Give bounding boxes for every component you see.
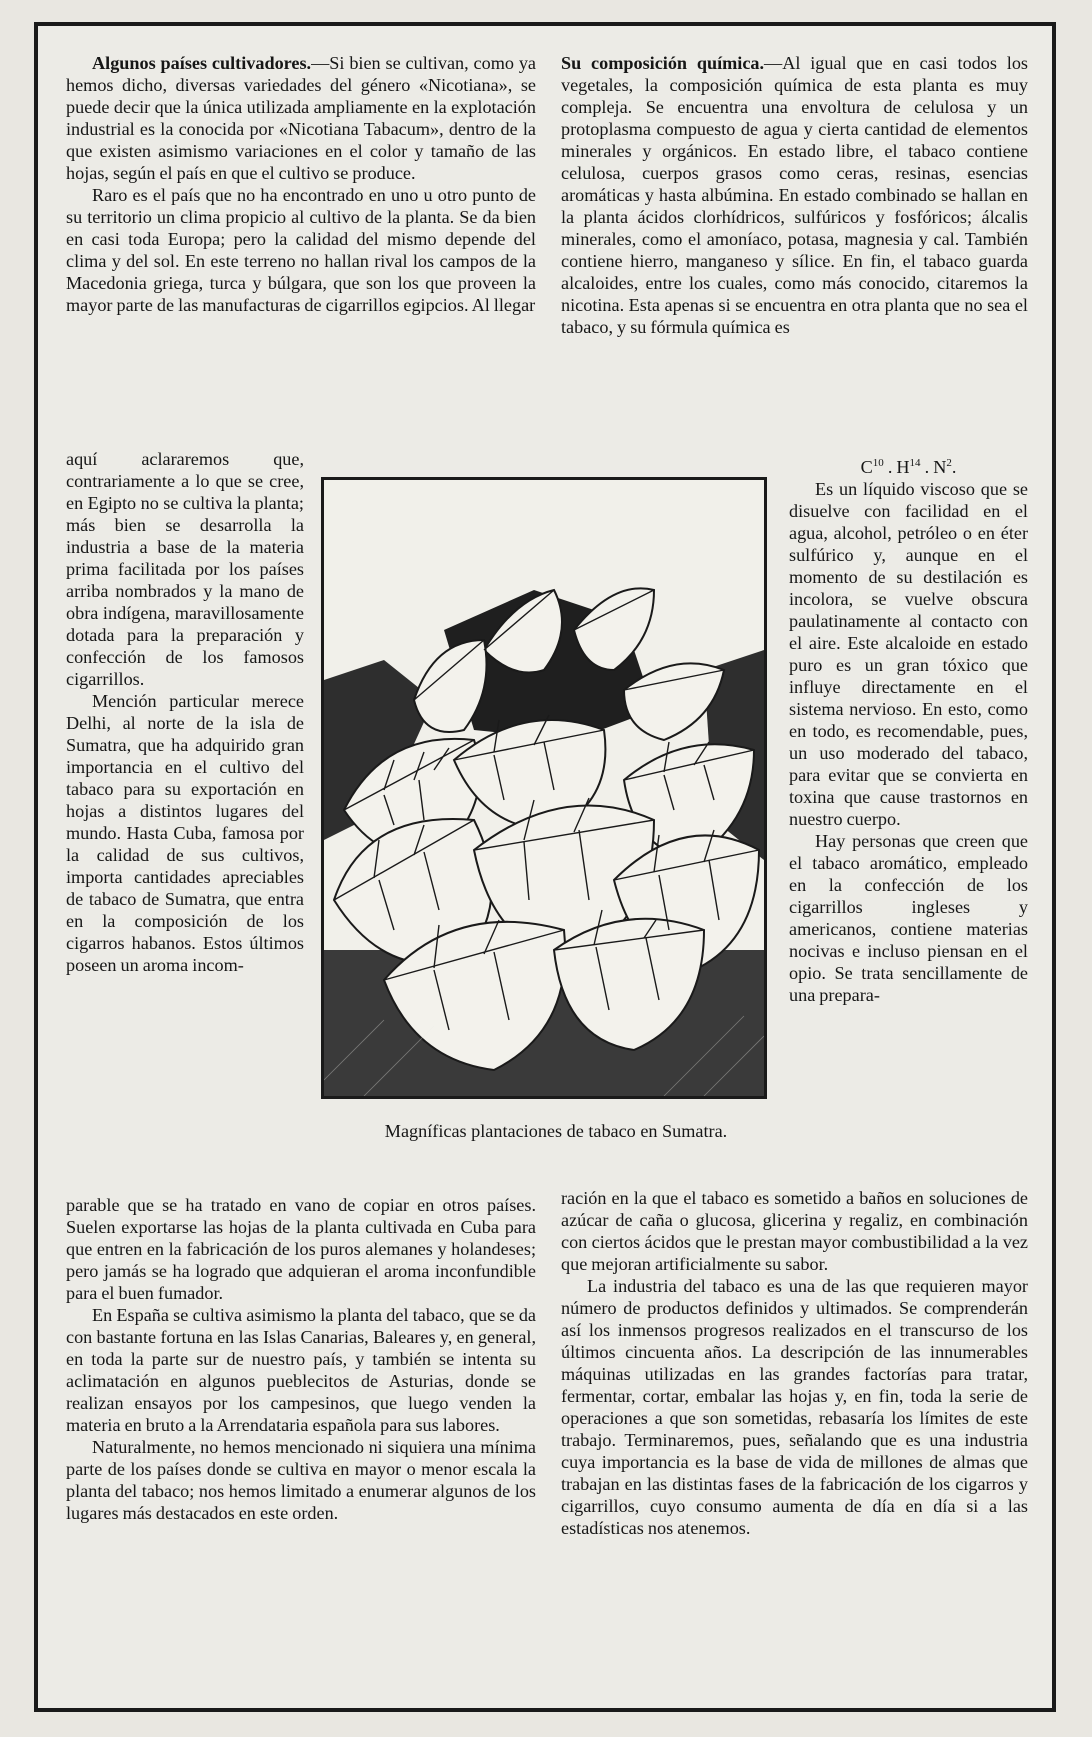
left-paragraph-5: Naturalmente, no hemos mencionado ni siquiera una mínima parte de los países donde se cultiva en mayor o menor escala la planta del tabaco; nos hemos limitado a enumerar algunos de los lugares más destacados en este orden.	[66, 1437, 536, 1523]
right-column-top	[561, 52, 1028, 338]
tobacco-plant-illustration	[321, 477, 767, 1099]
right-paragraph-2: Es un líquido viscoso que se disuelve con facilidad en el agua, alcohol, petróleo o en éter sulfúrico y, aunque en el momento de su destilación es incolora, se vuelve obscura paulatinamente al contacto con el aire. Este alcaloide en estado puro es un gran tóxico que influye directamente en el sistema nervioso. En esto, como en todo, es recomendable, pues, un uso moderado del tabaco, para evitar que se convierta en toxina que cause trastornos en nuestro cuerpo.	[789, 479, 1028, 829]
left-heading: Algunos países cultivadores.	[92, 53, 312, 73]
left-paragraph-2: Raro es el país que no ha encontrado en uno u otro punto de su territorio un clima propicio al cultivo de la planta. Se da bien en casi toda Europa; pero la calidad del mismo depende del clima y del sol. En este terreno no hallan rival los campos de la Macedonia griega, turca y búlgara, que son los que proveen la mayor parte de las manufacturas de cigarrillos egipcios. Al llegar	[66, 185, 536, 315]
right-column-bottom	[561, 1187, 1028, 1539]
left-column-top	[66, 52, 536, 316]
left-paragraph-3-continued: parable que se ha tratado en vano de copiar en otros países. Suelen exportarse las hojas de la planta cultivada en Cuba para que entren en la fabricación de los puros alemanes y holandeses; pero jamás se ha logrado que adquieran el aroma inconfundible para el buen fumador.	[66, 1195, 536, 1303]
left-paragraph-3: Mención particular merece Delhi, al norte de la isla de Sumatra, que ha adquirido gran importancia en el cultivo del tabaco para su exportación en hojas a distintos lugares del mundo. Hasta Cuba, famosa por la calidad de sus cultivos, importa cantidades apreciables de tabaco de Sumatra, que entra en la composición de los cigarros habanos. Estos últimos poseen un aroma incom-	[66, 691, 304, 975]
right-paragraph-4: La industria del tabaco es una de las que requieren mayor número de productos definidos y ultimados. Se comprenderán así los inmensos progresos realizados en el transcurso de los últimos cincuenta años. La descripción de las innumerables máquinas utilizadas en las grandes factorías para tratar, fermentar, cortar, embalar las hojas y, en fin, toda la serie de operaciones a que son sometidas, rebasaría los límites de este trabajo. Terminaremos, pues, señalando que es una industria cuya importancia es la base de vida de millones de almas que trabajan en las distintas fases de la fabricación de los cigarros y cigarrillos, cuyo consumo aumenta de día en día si a las estadísticas nos atenemos.	[561, 1276, 1028, 1538]
chemical-formula: $C^{10}$ . $H^{14}$ . $N^2$.	[860, 456, 957, 477]
left-column-bottom	[66, 1194, 536, 1524]
left-paragraph-4: En España se cultiva asimismo la planta del tabaco, que se da con bastante fortuna en las Islas Canarias, Baleares y, en general, en toda la parte sur de nuestro país, y también se intenta su aclimatación en algunos pueblecitos de Asturias, donde se realizan ensayos por los campesinos, que luego venden la materia en bruto a la Arrendataria española para sus labores.	[66, 1305, 536, 1435]
right-paragraph-1: Su composición química.—Al igual que en casi todos los vegetales, la composición química de esta planta es muy compleja. Se encuentra una envoltura de celulosa y un protoplasma compuesto de agua y cierta cantidad de elementos minerales y orgánicos. En estado libre, el tabaco contiene celulosa, cuerpos grasos como ceras, resinas, esencias aromáticas y hasta albúmina. En estado combinado se hallan en la planta ácidos clorhídricos, sulfúricos y fosfóricos; álcalis minerales, como el amoníaco, potasa, magnesia y cal. También contiene hierro, manganeso y sílice. En fin, el tabaco guarda alcaloides, entre los cuales, como más conocido, citaremos la nicotina. Esta apenas si se encuentra en otra planta que no sea el tabaco, y su fórmula química es	[561, 53, 1028, 337]
right-paragraph-3-continued: ración en la que el tabaco es sometido a baños en soluciones de azúcar de caña o glucosa, glicerina y regaliz, en combinación con ciertos ácidos que le prestan mayor combustibilidad a la vez que mejoran artificialmente su sabor.	[561, 1188, 1028, 1274]
right-paragraph-3: Hay personas que creen que el tabaco aromático, empleado en la confección de los cigarrillos ingleses y americanos, contiene materias nocivas e incluso piensan en el opio. Se trata sencillamente de una prepara-	[789, 831, 1028, 1005]
figure-caption: Magníficas plantaciones de tabaco en Sumatra.	[384, 1121, 728, 1141]
tobacco-leaves-drawing	[324, 480, 764, 1096]
right-column-narrow	[789, 456, 1028, 1006]
left-column-narrow	[66, 448, 304, 976]
left-paragraph-2-continued: aquí aclararemos que, contrariamente a lo que se cree, en Egipto no se cultiva la planta; más bien se desarrolla la industria a base de la materia prima facilitada por los países arriba nombrados y la mano de obra indígena, maravillosamente dotada para la preparación y confección de los famosos cigarrillos.	[66, 449, 304, 689]
left-paragraph-1: Algunos países cultivadores.—Si bien se cultivan, como ya hemos dicho, diversas variedades del género «Nicotiana», se puede decir que la única utilizada ampliamente en la explotación industrial es la conocida por «Nicotiana Tabacum», dentro de la que existen asimismo variaciones en el color y tamaño de las hojas, según el país en que el cultivo se produce.	[66, 53, 536, 183]
right-heading: Su composición química.	[561, 53, 765, 73]
